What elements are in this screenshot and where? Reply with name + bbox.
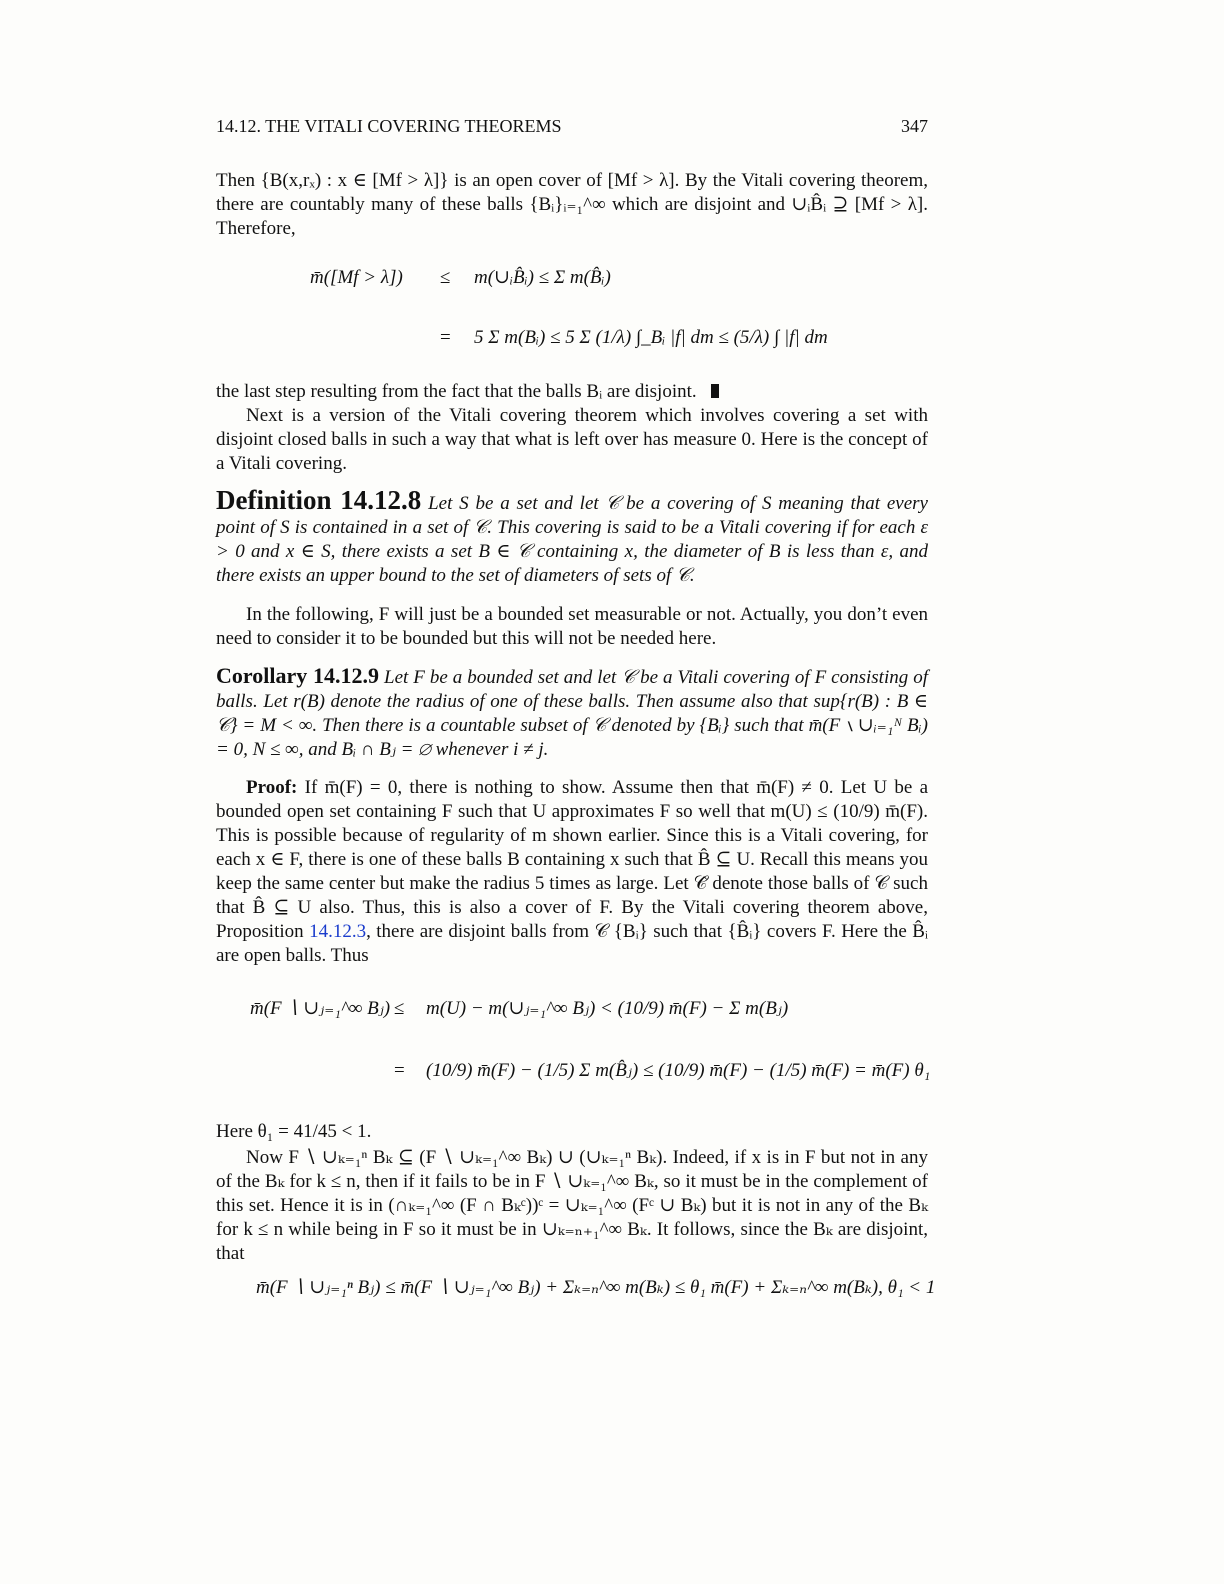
paragraph-2: the last step resulting from the fact that the balls Bᵢ are disjoint. Next is a version of the Vitali covering theorem which involves covering a set with disjoint closed balls in such a way that what is left over has measure 0. Here is the concept of a Vitali covering. xyxy=(216,381,928,474)
eq3-line: m̄(F ∖ ∪ⱼ₌₁ⁿ Bⱼ) ≤ m̄(F ∖ ∪ⱼ₌₁^∞ Bⱼ) + Σₖ₌ₙ^∞ m(Bₖ) ≤ θ₁ m̄(F) + Σₖ₌ₙ^∞ m(Bₖ), θ₁ < 1 xyxy=(256,1277,936,1298)
eq1-rel-1: ≤ xyxy=(440,267,451,288)
eq2-rhs-2: (10/9) m̄(F) − (1/5) Σ m(B̂ⱼ) ≤ (10/9) m̄(F) − (1/5) m̄(F) = m̄(F) θ₁ xyxy=(426,1060,931,1081)
eq2-lhs: m̄(F ∖ ∪ⱼ₌₁^∞ Bⱼ) xyxy=(250,998,391,1019)
eq2-rel-1: ≤ xyxy=(394,998,405,1019)
paragraph-1: Then {B(x,rₓ) : x ∈ [Mf > λ]} is an open cover of [Mf > λ]. By the Vitali covering theorem, there are countably many of these balls {Bᵢ}ᵢ₌₁^∞ which are disjoint and ∪ᵢB̂ᵢ ⊇ [Mf > λ]. Therefore, xyxy=(216,170,928,239)
section-title: 14.12. THE VITALI COVERING THEOREMS xyxy=(216,116,562,136)
eq1-rhs-2: 5 Σ m(Bᵢ) ≤ 5 Σ (1/λ) ∫_Bᵢ |f| dm ≤ (5/λ) ∫ |f| dm xyxy=(474,327,828,348)
proposition-link[interactable]: 14.12.3 xyxy=(309,921,367,942)
paragraph-3: Next is a version of the Vitali covering theorem which involves covering a set with disjoint closed balls in such a way that what is left over has measure 0. Here is the concept of a Vitali covering. xyxy=(216,405,928,474)
corollary-title: Corollary 14.12.9 xyxy=(216,663,379,688)
eq1-rhs-1: m(∪ᵢB̂ᵢ) ≤ Σ m(B̂ᵢ) xyxy=(474,267,611,288)
proof-body-b: , there are disjoint balls from 𝒞 {Bᵢ} such that {B̂ᵢ} covers F. Here the B̂ᵢ are open balls. Thus xyxy=(216,921,928,966)
qed-square-icon xyxy=(711,384,719,398)
eq1-lhs: m̄([Mf > λ]) xyxy=(310,267,403,288)
eq2-rhs-1: m(U) − m(∪ⱼ₌₁^∞ Bⱼ) < (10/9) m̄(F) − Σ m(Bⱼ) xyxy=(426,998,789,1019)
proof-label: Proof: xyxy=(246,777,298,798)
proof-block xyxy=(216,776,928,968)
paragraph-4: In the following, F will just be a bounded set measurable or not. Actually, you don’t even need to consider it to be bounded but this will not be needed here. xyxy=(216,604,928,649)
definition-body: Let S be a set and let 𝒞 be a covering of S meaning that every point of S is contained in a set of 𝒞. This covering is said to be a Vitali covering if for each ε > 0 and x ∈ S, there exists a set B ∈ 𝒞 containing x, the diameter of B is less than ε, and there exists an upper bound to the set of diameters of sets of 𝒞. xyxy=(216,493,928,586)
proof-body-a: If m̄(F) = 0, there is nothing to show. Assume then that m̄(F) ≠ 0. Let U be a bounded open set containing F such that U approximates F so well that m(U) ≤ (10/9) m̄(F). This is possible because of regularity of m shown earlier. Since this is a Vitali covering, for each x ∈ F, there is one of these balls B containing x such that B̂ ⊆ U. Recall this means you keep the same center but make the radius 5 times as large. Let 𝒞̂ denote those balls of 𝒞 such that B̂ ⊆ U also. Thus, this is also a cover of F. By the Vitali covering theorem above, Proposition xyxy=(216,777,928,942)
definition-block xyxy=(216,485,928,588)
eq1-rel-2: = xyxy=(440,327,451,348)
definition-title: Definition 14.12.8 xyxy=(216,485,422,515)
running-header xyxy=(216,114,928,138)
equation-2 xyxy=(216,985,931,1105)
paragraph-6: Now F ∖ ∪ₖ₌₁ⁿ Bₖ ⊆ (F ∖ ∪ₖ₌₁^∞ Bₖ) ∪ (∪ₖ₌₁ⁿ Bₖ). Indeed, if x is in F but not in any of the Bₖ for k ≤ n, then if it fails to be in F ∖ ∪ₖ₌₁^∞ Bₖ, so it must be in the complement of this set. Hence it is in (∩ₖ₌₁^∞ (F ∩ Bₖᶜ))ᶜ = ∪ₖ₌₁^∞ (Fᶜ ∪ Bₖ) but it is not in any of the Bₖ for k ≤ n while being in F so it must be in ∪ₖ₌ₙ₊₁^∞ Bₖ. It follows, since the Bₖ are disjoint, that xyxy=(216,1147,928,1264)
eq2-rel-2: = xyxy=(394,1060,405,1081)
equation-1 xyxy=(216,252,928,372)
corollary-body: Let F be a bounded set and let 𝒞 be a Vitali covering of F consisting of balls. Let r(B) denote the radius of one of these balls. Then assume also that sup{r(B) : B ∈ 𝒞} = M < ∞. Then there is a countable subset of 𝒞 denoted by {Bᵢ} such that m̄(F ∖ ∪ᵢ₌₁ᴺ Bᵢ) = 0, N ≤ ∞, and Bᵢ ∩ Bⱼ = ∅ whenever i ≠ j. xyxy=(216,667,929,760)
paragraph-5: Here θ₁ = 41/45 < 1. Now F ∖ ∪ₖ₌₁ⁿ Bₖ ⊆ (F ∖ ∪ₖ₌₁^∞ Bₖ) ∪ (∪ₖ₌₁ⁿ Bₖ). Indeed, if x is in F but not in any of the Bₖ for k ≤ n, then if it fails to be in F ∖ ∪ₖ₌₁^∞ Bₖ, so it must be in the complement of this set. Hence it is in (∩ₖ₌₁^∞ (F ∩ Bₖᶜ))ᶜ = ∪ₖ₌₁^∞ (Fᶜ ∪ Bₖ) but it is not in any of the Bₖ for k ≤ n while being in F so it must be in ∪ₖ₌ₙ₊₁^∞ Bₖ. It follows, since the Bₖ are disjoint, that xyxy=(216,1121,928,1264)
corollary-block xyxy=(216,664,928,762)
page-number: 347 xyxy=(901,116,928,136)
